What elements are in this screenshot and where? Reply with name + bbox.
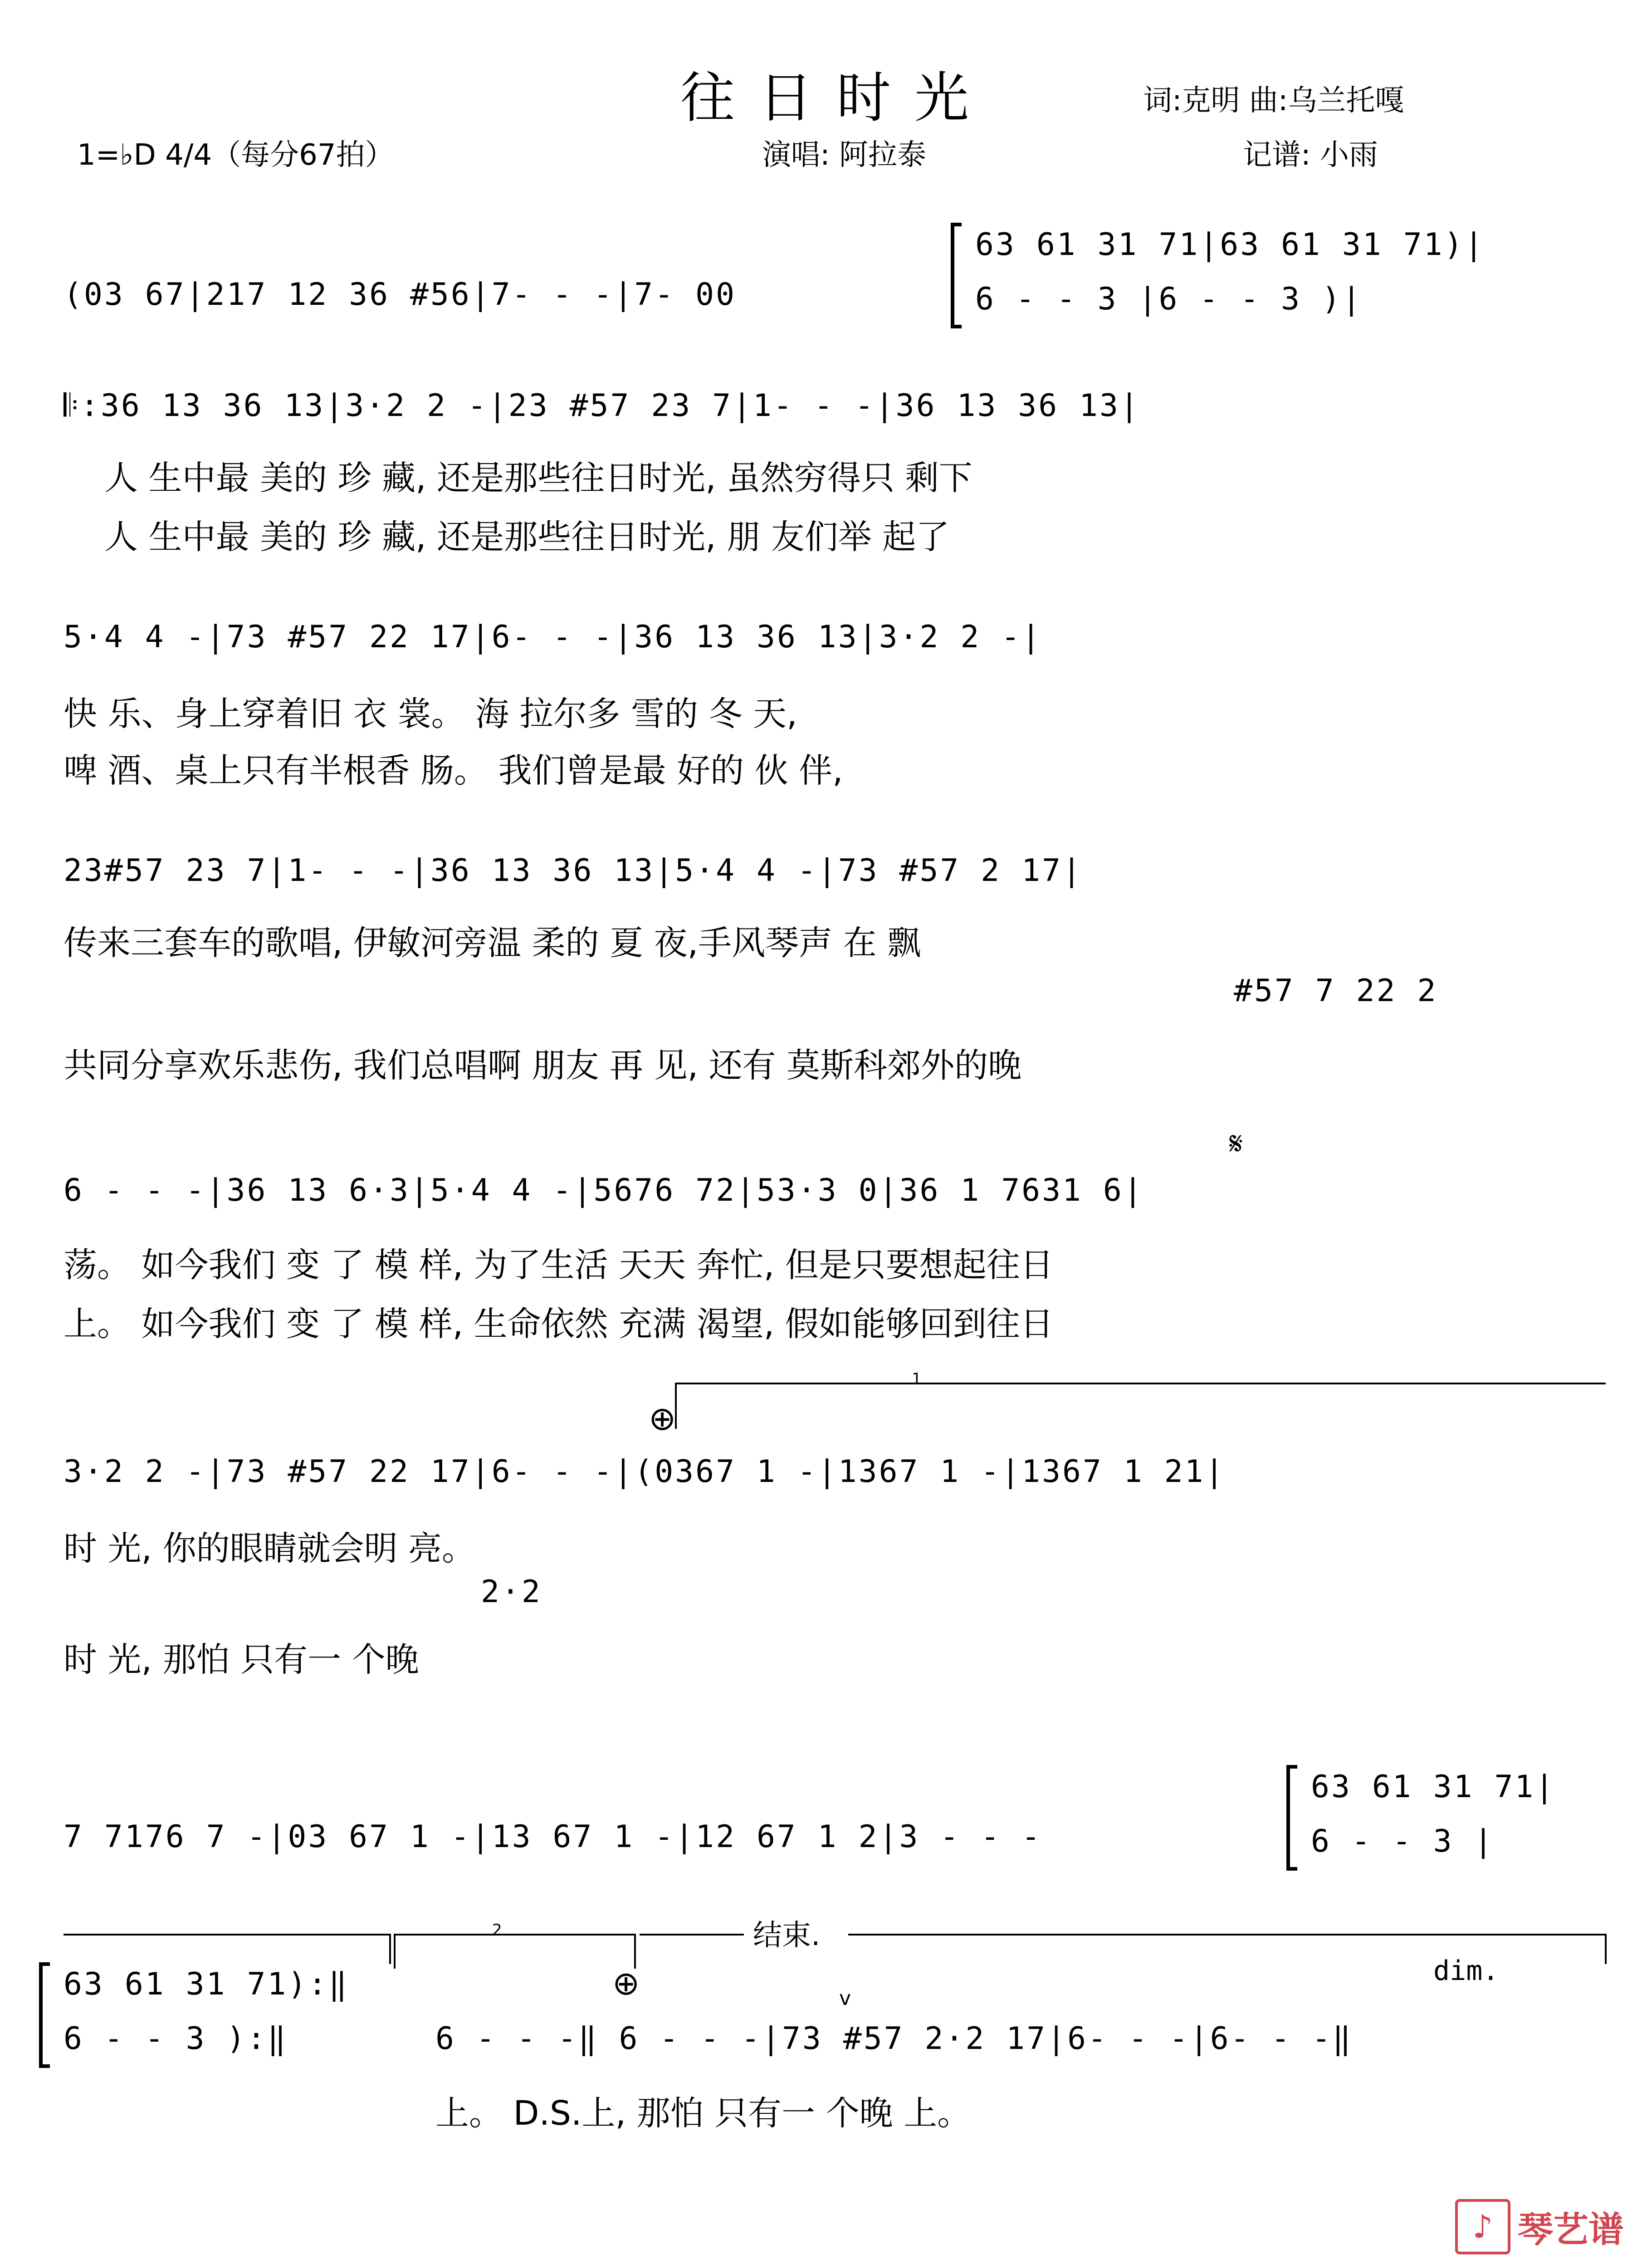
credits: 词:克明 曲:乌兰托嘎: [1143, 84, 1404, 117]
watermark: [1455, 2199, 1624, 2254]
breath-mark: v: [839, 1987, 851, 2010]
lyrics-line-4-verse-2: 共同分享欢乐悲伤, 我们总唱啊 朋友 再 见, 还有 莫斯科郊外的晚: [64, 1046, 1022, 1085]
score-line-7: 7 7176 7 -|03 67 1 -|13 67 1 -|12 67 1 2|3 - - -: [64, 1819, 1042, 1855]
volta-2-label: 2: [492, 1921, 502, 1939]
music-logo-icon: ♪: [1455, 2199, 1510, 2254]
watermark-text: 琴艺谱: [1517, 2209, 1624, 2250]
score-line-3: 5·4 4 -|73 #57 22 17|6- - -|36 13 36 13|3·2 2 -|: [64, 619, 1042, 655]
lyrics-line-8: 上。 D.S.上, 那怕 只有一 个晚 上。: [435, 2094, 971, 2133]
score-line-1: (03 67|217 12 36 #56|7- - -|7- 00: [64, 277, 737, 313]
lyrics-line-3-verse-2: 啤 酒、桌上只有半根香 肠。 我们曾是最 好的 伙 伴,: [64, 751, 843, 790]
page-title: 往日时光: [680, 67, 992, 130]
lyrics-line-6-verse-1: 时 光, 你的眼睛就会明 亮。: [64, 1529, 476, 1568]
singer: 演唱: 阿拉泰: [762, 138, 926, 172]
score-line-2: 𝄆:36 13 36 13|3·2 2 -|23 #57 23 7|1- - -|36 13 36 13|: [64, 388, 1140, 424]
score-line-1-upper: 63 61 31 71|63 61 31 71)|: [975, 227, 1485, 263]
transcriber: 记谱: 小雨: [1243, 138, 1378, 172]
coda-icon-2: ⊕: [612, 1964, 640, 2002]
variant-notes-line-6: 2·2: [481, 1574, 542, 1610]
lyrics-line-5-verse-1: 荡。 如今我们 变 了 模 样, 为了生活 天天 奔忙, 但是只要想起往日: [64, 1246, 1054, 1285]
score-line-8-upper: 63 61 31 71):‖: [64, 1966, 349, 2002]
score-line-4: 23#57 23 7|1- - -|36 13 36 13|5·4 4 -|73 #57 2 17|: [64, 853, 1083, 889]
variant-notes-line-4: #57 7 22 2: [1234, 973, 1438, 1009]
score-line-6: 3·2 2 -|73 #57 22 17|6- - -|(0367 1 -|1367 1 -|1367 1 21|: [64, 1454, 1226, 1490]
lyrics-line-5-verse-2: 上。 如今我们 变 了 模 样, 生命依然 充满 渴望, 假如能够回到往日: [64, 1305, 1054, 1344]
score-line-5: 6 - - -|36 13 6·3|5·4 4 -|5676 72|53·3 0|36 1 7631 6|: [64, 1173, 1144, 1208]
lyrics-line-3-verse-1: 快 乐、身上穿着旧 衣 裳。 海 拉尔多 雪的 冬 天,: [64, 694, 797, 733]
ending-label: 结束.: [753, 1919, 821, 1952]
score-line-7-lower: 6 - - 3 |: [1311, 1823, 1495, 1859]
lyrics-line-2-verse-2: 人 生中最 美的 珍 藏, 还是那些往日时光, 朋 友们举 起了: [104, 518, 950, 557]
volta-1-label: 1: [912, 1370, 922, 1388]
lyrics-line-2-verse-1: 人 生中最 美的 珍 藏, 还是那些往日时光, 虽然穷得只 剩下: [104, 459, 972, 498]
key-time-signature: 1=♭D 4/4（每分67拍）: [77, 138, 394, 172]
segno-icon: 𝄋: [1229, 1125, 1243, 1162]
score-line-8: 6 - - -‖ 6 - - -|73 #57 2·2 17|6- - -|6- - -‖: [435, 2021, 1353, 2057]
score-line-1-lower: 6 - - 3 |6 - - 3 )|: [975, 281, 1363, 317]
score-line-8-lower: 6 - - 3 ):‖: [64, 2021, 288, 2057]
lyrics-line-6-verse-2: 时 光, 那怕 只有一 个晚: [64, 1640, 419, 1679]
dim-marking: dim.: [1433, 1955, 1499, 1987]
score-line-7-upper: 63 61 31 71|: [1311, 1769, 1556, 1805]
lyrics-line-4-verse-1: 传来三套车的歌唱, 伊敏河旁温 柔的 夏 夜,手风琴声 在 飘: [64, 924, 921, 963]
coda-icon: ⊕: [649, 1399, 676, 1437]
